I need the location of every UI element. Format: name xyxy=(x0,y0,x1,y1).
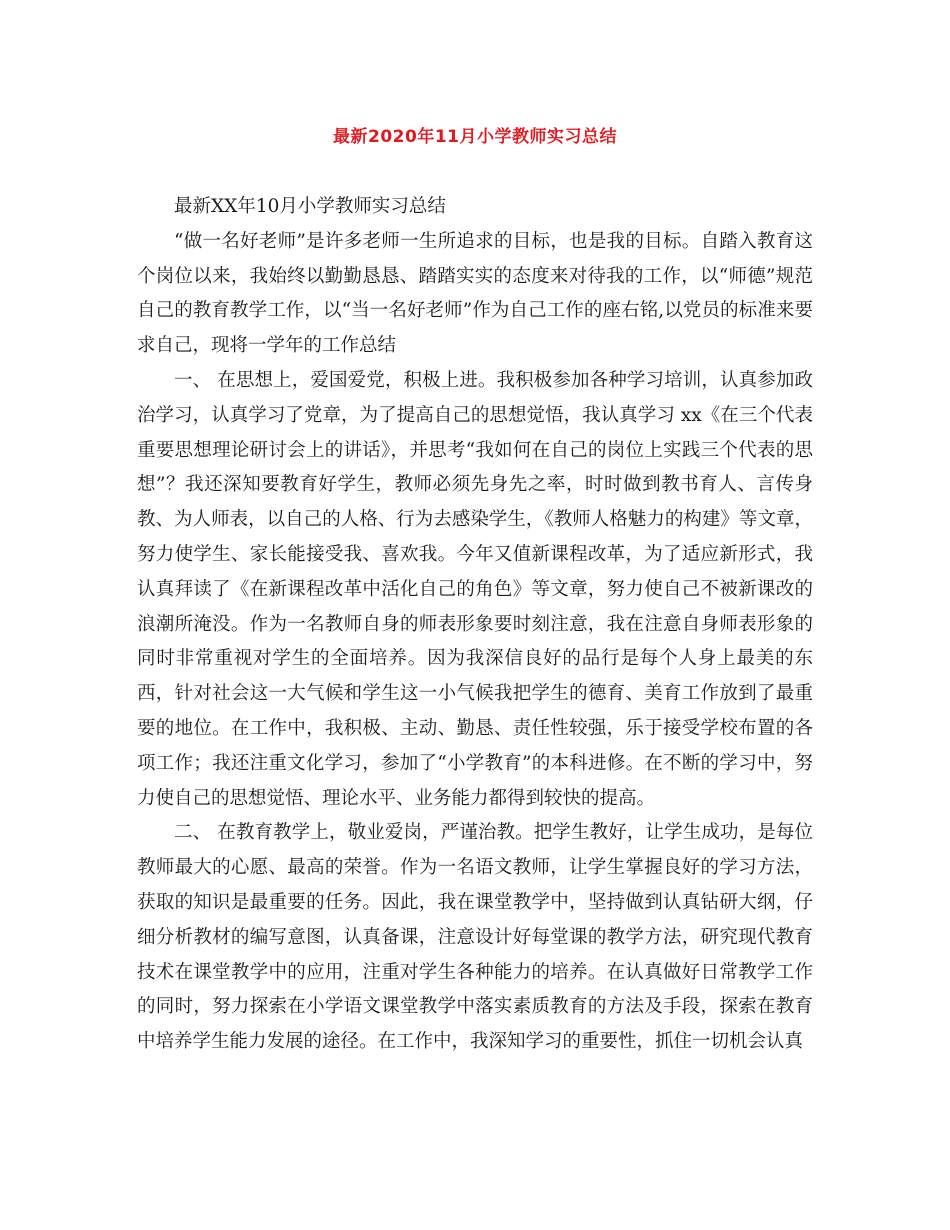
section-one-paragraph: 一、 在思想上，爱国爱党，积极上进。我积极参加各种学习培训，认真参加政治学习，认真学习了党章，为了提高自己的思想觉悟，我认真学习 xx《在三个代表重要思想理论研讨会上的讲话》，并思考“我如何在自己的岗位上实践三个代表的思想”？我还深知要教育好学生，教师必须先身先之率，时时做到教书育人、言传身教、为人师表，以自己的人格、行为去感染学生，《教师人格魅力的构建》等文章，努力使学生、家长能接受我、喜欢我。今年又值新课程改革，为了适应新形式，我认真拜读了《在新课程改革中活化自己的角色》等文章，努力使自己不被新课改的浪潮所淹没。作为一名教师自身的师表形象要时刻注意，我在注意自身师表形象的同时非常重视对学生的全面培养。因为我深信良好的品行是每个人身上最美的东西，针对社会这一大气候和学生这一小气候我把学生的德育、美育工作放到了最重要的地位。在工作中，我积极、主动、勤恳、责任性较强，乐于接受学校布置的各项工作；我还注重文化学习，参加了“小学教育”的本科进修。在不断的学习中，努力使自己的思想觉悟、理论水平、业务能力都得到较快的提高。 xyxy=(137,369,813,809)
document-title: 最新2020年11月小学教师实习总结 xyxy=(333,127,617,147)
intro-paragraph: “做一名好老师”是许多老师一生所追求的目标，也是我的目标。自踏入教育这个岗位以来，我始终以勤勤恳恳、踏踏实实的态度来对待我的工作，以“师德”规范自己的教育教学工作，以“当一名好老师”作为自己工作的座右铭,以党员的标准来要求自己，现将一学年的工作总结 xyxy=(137,230,813,357)
subtitle-paragraph: 最新XX年10月小学教师实习总结 xyxy=(174,196,446,217)
document-body xyxy=(137,190,813,1060)
section-two-paragraph: 二、 在教育教学上，敬业爱岗，严谨治教。把学生教好，让学生成功，是每位教师最大的心愿、最高的荣誉。作为一名语文教师，让学生掌握良好的学习方法，获取的知识是最重要的任务。因此，我在课堂教学中，坚持做到认真钻研大纲，仔细分析教材的编写意图，认真备课，注意设计好每堂课的教学方法，研究现代教育技术在课堂教学中的应用，注重对学生各种能力的培养。在认真做好日常教学工作的同时，努力探索在小学语文课堂教学中落实素质教育的方法及手段，探索在教育中培养学生能力发展的途径。在工作中，我深知学习的重要性，抓住一切机会认真 xyxy=(137,822,813,1053)
